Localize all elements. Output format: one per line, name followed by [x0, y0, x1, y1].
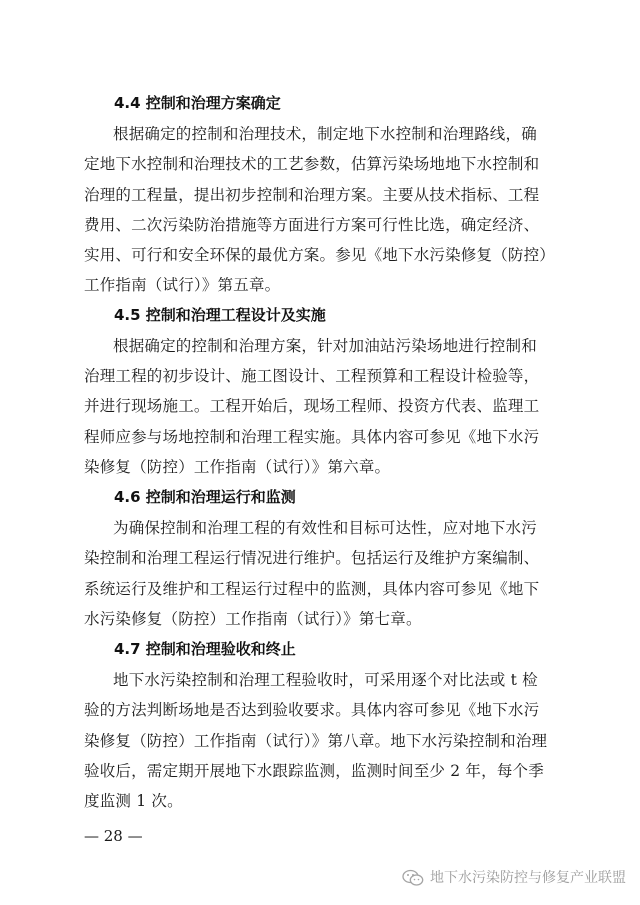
- paragraph-line: 定地下水控制和治理技术的工艺参数，估算污染场地地下水控制和: [84, 155, 540, 173]
- paragraph-line: 度监测 1 次。: [84, 792, 183, 810]
- watermark-text: 地下水污染防控与修复产业联盟: [430, 870, 626, 886]
- paragraph-line: 染修复（防控）工作指南（试行）》第六章。: [84, 458, 391, 476]
- paragraph-line: 为确保控制和治理工程的有效性和目标可达性，应对地下水污: [113, 519, 537, 537]
- paragraph-line: 并进行现场施工。工程开始后，现场工程师、投资方代表、监理工: [84, 397, 540, 415]
- watermark: [402, 868, 626, 888]
- paragraph-line: 实用、可行和安全环保的最优方案。参见《地下水污染修复（防控）: [84, 246, 556, 264]
- paragraph-line: 工作指南（试行）》第五章。: [84, 276, 281, 294]
- paragraph-line: 根据确定的控制和治理方案，针对加油站污染场地进行控制和: [113, 337, 537, 355]
- paragraph-line: 费用、二次污染防治措施等方面进行方案可行性比选，确定经济、: [84, 216, 540, 234]
- section-heading: 4.6 控制和治理运行和监测: [114, 488, 296, 506]
- page-number: — 28 —: [84, 827, 143, 845]
- paragraph-line: 治理工程的初步设计、施工图设计、工程预算和工程设计检验等，: [84, 367, 540, 385]
- paragraph-line: 验收后，需定期开展地下水跟踪监测，监测时间至少 2 年，每个季: [84, 762, 544, 780]
- wechat-icon: [402, 869, 424, 887]
- section-heading: 4.5 控制和治理工程设计及实施: [114, 306, 326, 324]
- paragraph-line: 程师应参与场地控制和治理工程实施。具体内容可参见《地下水污: [84, 428, 540, 446]
- paragraph-line: 染修复（防控）工作指南（试行）》第八章。地下水污染控制和治理: [84, 732, 548, 750]
- paragraph-line: 根据确定的控制和治理技术，制定地下水控制和治理路线，确: [113, 125, 537, 143]
- section-heading: 4.7 控制和治理验收和终止: [114, 640, 296, 658]
- paragraph-line: 水污染修复（防控）工作指南（试行）》第七章。: [84, 610, 422, 628]
- paragraph-line: 验的方法判断场地是否达到验收要求。具体内容可参见《地下水污: [84, 701, 540, 719]
- paragraph-line: 地下水污染控制和治理工程验收时，可采用逐个对比法或 t 检: [113, 671, 538, 689]
- paragraph-line: 系统运行及维护和工程运行过程中的监测，具体内容可参见《地下: [84, 580, 540, 598]
- paragraph-line: 治理的工程量，提出初步控制和治理方案。主要从技术指标、工程: [84, 186, 540, 204]
- section-heading: 4.4 控制和治理方案确定: [114, 94, 281, 112]
- paragraph-line: 染控制和治理工程运行情况进行维护。包括运行及维护方案编制、: [84, 549, 540, 567]
